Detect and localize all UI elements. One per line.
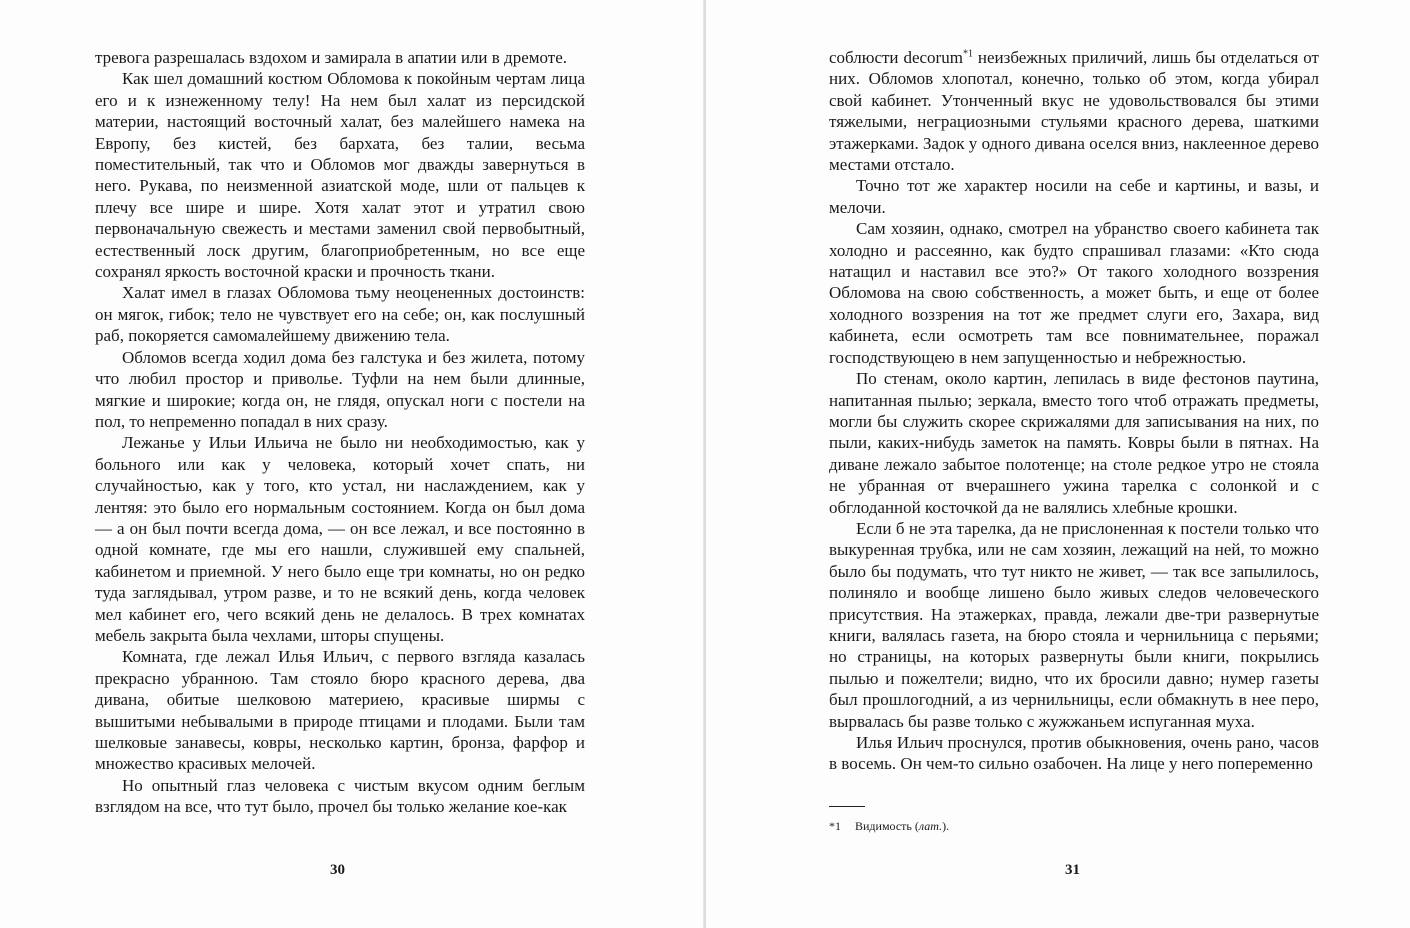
footnote-abbreviation: лат. bbox=[918, 819, 943, 833]
right-page bbox=[706, 0, 1410, 928]
footnote-reference[interactable]: *1 bbox=[962, 48, 973, 60]
page-number: 31 bbox=[1065, 862, 1080, 878]
paragraph: Как шел домашний костюм Обломова к покойным чертам лица его и к изнеженному телу! На нем был халат из персидской материи, настоящий восточный халат, без малейшего намека на Европу, без кистей, без бархата, без талии, весьма поместительный, так что и Обломов мог дважды завернуться в него. Рукава, по неизменной азиатской моде, шли от пальцев к плечу все шире и шире. Хотя халат этот и утратил свою первоначальную свежесть и местами заменил свой первобытный, естественный лоск другим, благоприобретенным, но все еще сохранял яркость восточной краски и прочность ткани. bbox=[95, 69, 585, 282]
page-number: 30 bbox=[330, 862, 345, 878]
footnote-separator bbox=[829, 806, 865, 807]
text-run: соблюсти decorum bbox=[829, 48, 963, 67]
footnote-text: Видимость ( bbox=[855, 819, 919, 833]
paragraph: Комната, где лежал Илья Ильич, с первого взгляда казалась прекрасно убранною. Там стояло бюро красного дерева, два дивана, обитые шелковою материею, красивые ширмы с вышитыми небывалыми в природе птицами и плодами. Были там шелковые занавесы, ковры, несколько картин, бронза, фарфор и множество красивых мелочей. bbox=[95, 647, 585, 774]
paragraph: тревога разрешалась вздохом и замирала в апатии или в дремоте. bbox=[95, 48, 567, 67]
text-run: неизбежных приличий, лишь бы отделаться от них. Обломов хлопотал, конечно, только об этом, когда убирал свой кабинет. Утонченный вкус не удовольствовался бы этими тяжелыми, неграциозными стульями красного дерева, шаткими этажерками. Задок у одного дивана оселся вниз, наклеенное дерево местами отстало. bbox=[829, 48, 1319, 175]
paragraph: Если б не эта тарелка, да не прислоненная к постели только что выкуренная трубка, или не сам хозяин, лежащий на ней, то можно было бы подумать, что тут никто не живет, — так все запылилось, полиняло и вообще лишено было живых следов человеческого присутствия. На этажерках, правда, лежали две-три развернутые книги, валялась газета, на бюро стояла и чернильница с перьями; но страницы, на которых развернуты были книги, покрылись пылью и пожелтели; видно, что их бросили давно; нумер газеты был прошлогодний, а из чернильницы, если обмакнуть в нее перо, вырвалась бы разве только с жужжаньем испуганная муха. bbox=[829, 518, 1319, 731]
paragraph: Сам хозяин, однако, смотрел на убранство своего кабинета так холодно и рассеянно, как будто спрашивал глазами: «Кто сюда натащил и наставил все это?» От такого холодного воззрения Обломова на свою собственность, а может быть, и еще от более холодного воззрения на тот же предмет слуги его, Захара, вид кабинета, если осмотреть там все повнимательнее, поражал господствующею в нем запущенностью и небрежностью. bbox=[829, 219, 1319, 367]
right-page-body bbox=[829, 47, 1319, 775]
left-page-body bbox=[95, 47, 585, 818]
footnote-mark: *1 bbox=[829, 819, 841, 833]
left-page bbox=[0, 0, 704, 928]
paragraph: Халат имел в глазах Обломова тьму неоцененных достоинств: он мягок, гибок; тело не чувствует его на себе; он, как послушный раб, покоряется самомалейшему движению тела. bbox=[95, 283, 585, 346]
paragraph: По стенам, около картин, лепилась в виде фестонов паутина, напитанная пылью; зеркала, вместо того чтоб отражать предметы, могли бы служить скорее скрижалями для записывания на них, по пыли, каких-нибудь заметок на память. Ковры были в пятнах. На диване лежало забытое полотенце; на столе редкое утро не стояла не убранная от вчерашнего ужина тарелка с солонкой и с обглоданной косточкой да не валялись хлебные крошки. bbox=[829, 369, 1319, 517]
paragraph: Лежанье у Ильи Ильича не было ни необходимостью, как у больного или как у человека, который хочет спать, ни случайностью, как у того, кто устал, ни наслаждением, как у лентяя: это было его нормальным состоянием. Когда он был дома — а он был почти всегда дома, — он все лежал, и все постоянно в одной комнате, где мы его нашли, служившей ему спальней, кабинетом и приемной. У него было еще три комнаты, но он редко туда заглядывал, утром разве, и то не всякий день, когда человек мел кабинет его, чего всякий день не делалось. В трех комнатах мебель закрыта была чехлами, шторы спущены. bbox=[95, 433, 585, 645]
paragraph: Илья Ильич проснулся, против обыкновения, очень рано, часов в восемь. Он чем-то сильно озабочен. На лице у него попеременно bbox=[829, 733, 1319, 774]
paragraph: Но опытный глаз человека с чистым вкусом одним беглым взглядом на все, что тут было, прочел бы только желание кое-как bbox=[95, 775, 585, 817]
paragraph: Точно тот же характер носили на себе и картины, и вазы, и мелочи. bbox=[829, 176, 1319, 217]
paragraph: Обломов всегда ходил дома без галстука и без жилета, потому что любил простор и приволье. Туфли на нем были длинные, мягкие и широкие; когда он, не глядя, опускал ноги с постели на пол, то непременно попадал в них сразу. bbox=[95, 347, 585, 431]
paragraph bbox=[829, 47, 1319, 175]
footnote bbox=[829, 818, 949, 834]
footnote-close: ). bbox=[942, 819, 950, 833]
